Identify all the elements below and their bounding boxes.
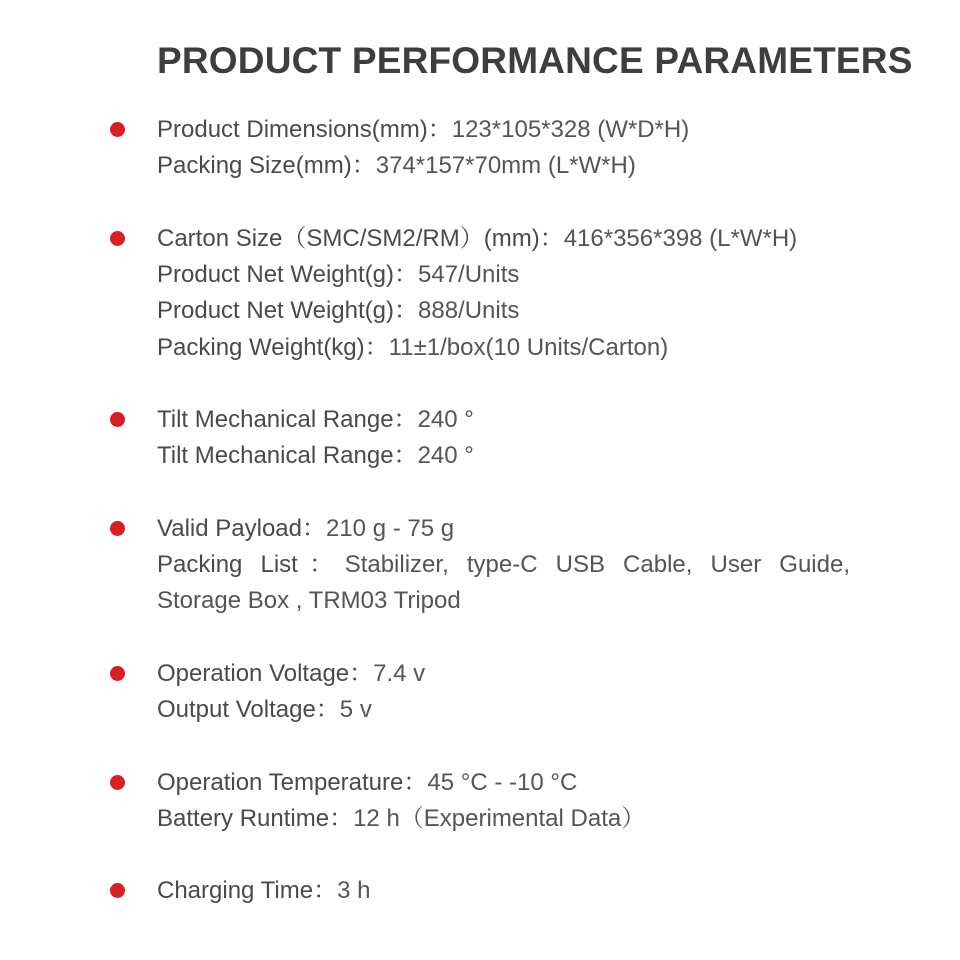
bullet-icon — [110, 883, 125, 898]
spec-value: 3 h — [337, 877, 371, 904]
spec-value: 547/Units — [418, 261, 520, 289]
bullet-icon — [110, 122, 125, 137]
spec-value: 374*157*70mm (L*W*H) — [375, 152, 636, 180]
spec-label: Product Net Weight(g)： — [157, 261, 418, 289]
spec-line — [157, 550, 850, 586]
spec-line — [157, 441, 850, 477]
spec-label: Charging Time： — [157, 877, 338, 904]
spec-label: Packing Weight(kg)： — [157, 333, 389, 361]
bullet-icon — [110, 412, 125, 427]
spec-value: Stabilizer, type-C USB Cable, User Guide, — [344, 551, 850, 579]
spec-value: 240 ° — [417, 442, 474, 470]
spec-line — [157, 224, 850, 260]
spec-line — [157, 586, 850, 622]
spec-line — [157, 804, 850, 840]
spec-line — [157, 115, 850, 151]
bullet-icon — [110, 521, 125, 536]
spec-label: Tilt Mechanical Range： — [157, 442, 418, 470]
spec-label: Product Dimensions(mm)： — [157, 116, 452, 143]
spec-label: Valid Payload： — [157, 515, 326, 542]
bullet-icon — [110, 775, 125, 790]
spec-label: Operation Voltage： — [157, 660, 374, 687]
spec-line — [157, 151, 850, 187]
spec-label: Packing List： — [157, 551, 345, 579]
spec-label: Packing Size(mm)： — [157, 152, 376, 180]
spec-line — [157, 695, 850, 731]
spec-value: 5 v — [339, 696, 372, 724]
spec-line — [157, 260, 850, 296]
page-title: PRODUCT PERFORMANCE PARAMETERS — [157, 40, 913, 81]
spec-value: 123*105*328 (W*D*H) — [451, 116, 690, 143]
spec-value: 888/Units — [418, 297, 520, 325]
spec-value: 210 g - 75 g — [325, 515, 455, 542]
spec-label: Tilt Mechanical Range： — [157, 406, 418, 433]
spec-label: Carton Size（SMC/SM2/RM）(mm)： — [157, 225, 564, 252]
spec-value: Storage Box , TRM03 Tripod — [157, 587, 461, 615]
spec-label: Output Voltage： — [157, 696, 340, 724]
bullet-icon — [110, 231, 125, 246]
spec-value: 45 °C - -10 °C — [427, 769, 578, 796]
spec-value: 11±1/box(10 Units/Carton) — [388, 333, 669, 361]
spec-line — [157, 405, 850, 441]
spec-label: Operation Temperature： — [157, 769, 428, 796]
spec-value: 240 ° — [417, 406, 474, 433]
spec-line — [157, 768, 850, 804]
spec-value: 12 h（Experimental Data） — [353, 805, 646, 833]
spec-line — [157, 333, 850, 369]
spec-line — [157, 876, 850, 912]
spec-value: 7.4 v — [373, 660, 426, 687]
spec-value: 416*356*398 (L*W*H) — [563, 225, 798, 252]
spec-label: Battery Runtime： — [157, 805, 354, 833]
spec-line — [157, 514, 850, 550]
bullet-icon — [110, 666, 125, 681]
spec-line — [157, 296, 850, 332]
spec-line — [157, 659, 850, 695]
spec-label: Product Net Weight(g)： — [157, 297, 418, 325]
